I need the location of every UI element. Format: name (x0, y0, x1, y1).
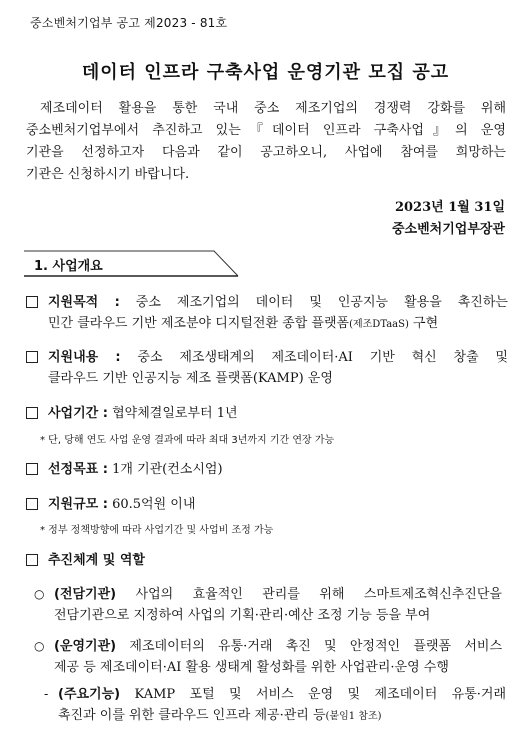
item-period (26, 403, 508, 424)
role-lead-agency (34, 584, 502, 626)
notice-number: 중소벤처기업부 공고 제2023 - 81호 (30, 16, 228, 30)
checkbox-square-icon (26, 351, 38, 363)
checkbox-square-icon (26, 296, 38, 308)
item-text-small: (제조DTaaS) (349, 319, 409, 330)
checkbox-square-icon (26, 554, 38, 566)
role-text: KAMP 포털 및 서비스 운영 및 제조데이터 유통·거래 (134, 687, 506, 702)
scale-note: * 정부 정책방향에 따라 사업기간 및 사업비 조정 가능 (40, 525, 274, 536)
item-purpose (26, 292, 508, 335)
intro-line: 중소벤처기업부에서 추진하고 있는『데이터 인프라 구축사업』의 운영 (26, 123, 506, 138)
item-scale (26, 494, 508, 515)
item-content (26, 347, 508, 389)
role-text: 전담기관으로 지정하여 사업의 기획·관리·예산 조정 기능 등을 부여 (54, 608, 431, 623)
item-text: 1개 기관(컨소시엄) (112, 462, 223, 477)
item-text: 60.5억원 이내 (112, 497, 196, 512)
section-heading (24, 250, 238, 276)
role-text: 사업의 효율적인 관리를 위해 스마트제조혁신추진단을 (135, 587, 502, 602)
notice-date: 2023년 1월 31일 (394, 200, 505, 215)
item-text: 중소 제조생태계의 제조데이터·AI 기반 혁신 창출 및 (137, 350, 508, 365)
item-text: 협약체결일로부터 1년 (112, 406, 238, 421)
circle-bullet-icon: ○ (34, 639, 45, 653)
item-label: 지원내용 : (48, 350, 121, 365)
item-text: 민간 클라우드 기반 제조분야 디지털전환 종합 플랫폼 (48, 316, 350, 331)
item-label: 지원규모 : (48, 497, 108, 512)
item-text: 클라우드 기반 인공지능 제조 플랫폼(KAMP) 운영 (48, 371, 333, 386)
notice-issuer: 중소벤처기업부장관 (391, 222, 505, 237)
role-main-functions (44, 684, 506, 727)
intro-line: 기관을 선정하고자 다음과 같이 공고하오니, 사업에 참여를 희망하는 (26, 145, 506, 160)
dash-bullet-icon: - (44, 687, 49, 701)
role-label: (전담기관) (54, 587, 117, 602)
intro-line: 기관은 신청하시기 바랍니다. (26, 167, 190, 182)
item-label: 지원목적 : (48, 295, 120, 310)
intro-paragraph (26, 98, 506, 186)
role-text: 촉진과 이를 위한 클라우드 인프라 제공·관리 등 (58, 708, 326, 723)
item-label: 사업기간 : (48, 406, 108, 421)
period-note: * 단, 당해 연도 사업 운영 결과에 따라 최대 3년까지 기간 연장 가능 (40, 435, 335, 446)
role-text: 제공 등 제조데이터·AI 활용 생태계 활성화를 위한 사업관리·운영 수행 (54, 660, 449, 675)
item-text: 구현 (408, 316, 439, 331)
checkbox-square-icon (26, 463, 38, 475)
role-text-small: (붙임1 참조) (325, 711, 382, 722)
circle-bullet-icon: ○ (34, 587, 45, 601)
intro-line: 제조데이터 활용을 통한 국내 중소 제조기업의 경쟁력 강화를 위해 (40, 101, 506, 116)
role-operating-agency (34, 636, 502, 678)
item-label: 선정목표 : (48, 462, 108, 477)
document-title: 데이터 인프라 구축사업 운영기관 모집 공고 (81, 62, 450, 83)
checkbox-square-icon (26, 498, 38, 510)
item-text: 중소 제조기업의 데이터 및 인공지능 활용을 촉진하는 (135, 295, 508, 310)
item-label: 추진체계 및 역할 (48, 553, 145, 568)
role-label: (운영기관) (54, 639, 117, 654)
item-target (26, 459, 508, 480)
section-heading-label: 1. 사업개요 (34, 259, 103, 274)
role-label: (주요기능) (58, 687, 121, 702)
checkbox-square-icon (26, 407, 38, 419)
item-structure (26, 550, 508, 571)
role-text: 제조데이터의 유통·거래 촉진 및 안정적인 플랫폼 서비스 (129, 639, 502, 654)
